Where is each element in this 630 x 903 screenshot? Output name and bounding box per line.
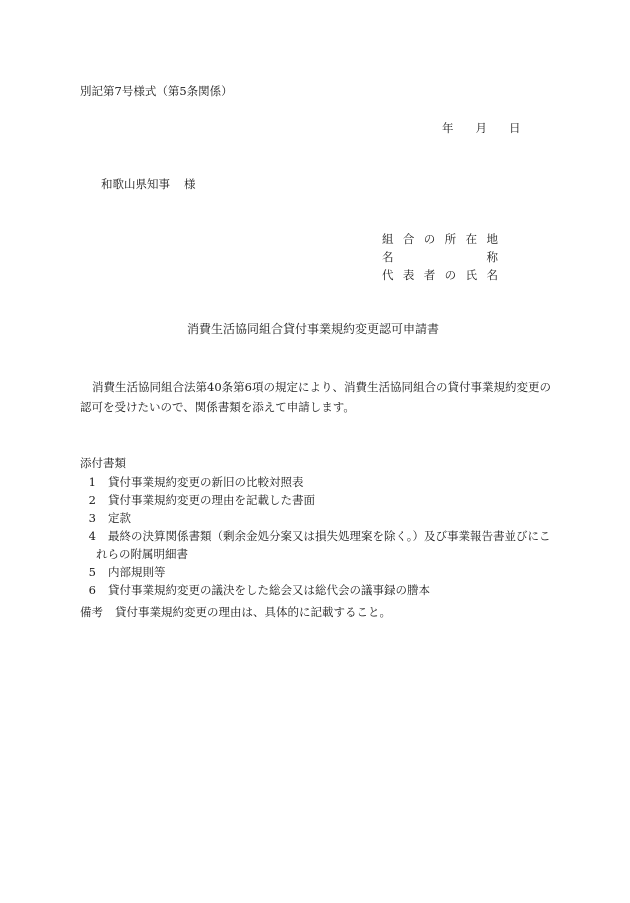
date-month-label: 月	[475, 121, 487, 135]
attachment-item	[80, 491, 560, 509]
char: 名	[486, 267, 498, 282]
remark	[80, 604, 391, 621]
attachment-text: 貸付事業規約変更の新旧の比較対照表	[108, 475, 304, 489]
char: 表	[402, 267, 415, 282]
remark-text: 貸付事業規約変更の理由は、具体的に記載すること。	[115, 605, 391, 619]
addressee-honorific: 様	[184, 177, 196, 191]
addressee-name: 和歌山県知事	[101, 177, 170, 191]
remark-label: 備考	[80, 605, 103, 619]
applicant-representative-label	[382, 266, 498, 284]
char: 合	[402, 231, 415, 246]
body-text: 消費生活協同組合法第40条第6項の規定により、消費生活協同組合の貸付事業規約変更の認可を受けたいので、関係書類を添えて申請します。	[80, 380, 551, 414]
date-line	[442, 120, 521, 137]
char: の	[423, 231, 436, 246]
attachment-text: 貸付事業規約変更の議決をした総会又は総代会の議事録の謄本	[108, 583, 430, 597]
document-title	[0, 321, 630, 338]
date-day-label: 日	[509, 121, 521, 135]
attachment-item	[80, 563, 560, 581]
attachment-text: 貸付事業規約変更の理由を記載した書面	[108, 493, 315, 507]
addressee	[101, 176, 196, 193]
attachment-number: 4	[88, 529, 96, 543]
attachment-number: 2	[88, 493, 96, 507]
char: 者	[423, 267, 436, 282]
body-paragraph	[80, 378, 554, 417]
attachment-item	[80, 509, 560, 527]
applicant-address-label	[382, 230, 498, 248]
attachments-section	[80, 455, 560, 599]
char: 組	[382, 231, 394, 246]
char: 称	[486, 249, 498, 264]
date-year-label: 年	[442, 121, 454, 135]
attachment-item	[80, 527, 560, 545]
char: 在	[465, 231, 478, 246]
attachments-heading: 添付書類	[80, 456, 126, 470]
attachment-text: 最終の決算関係書類（剰余金処分案又は損失処理案を除く。）及び事業報告書並びにこ	[108, 529, 551, 543]
char: の	[444, 267, 457, 282]
applicant-name-label	[382, 248, 498, 266]
char: 地	[486, 231, 498, 246]
attachment-number: 6	[88, 583, 96, 597]
char: 氏	[465, 267, 478, 282]
attachment-text: 定款	[108, 511, 131, 525]
attachment-number: 1	[88, 475, 96, 489]
attachment-text: 内部規則等	[108, 565, 166, 579]
applicant-block	[382, 230, 498, 284]
char: 所	[444, 231, 457, 246]
attachment-item	[80, 473, 560, 491]
char: 代	[382, 267, 394, 282]
char: 名	[382, 249, 394, 264]
attachment-number: 3	[88, 511, 96, 525]
attachment-text-continuation: れらの附属明細書	[96, 547, 188, 561]
document-title-text: 消費生活協同組合貸付事業規約変更認可申請書	[186, 322, 439, 336]
attachment-number: 5	[88, 565, 96, 579]
form-label: 別記第7号様式（第5条関係）	[80, 84, 233, 98]
attachment-item	[80, 581, 560, 599]
